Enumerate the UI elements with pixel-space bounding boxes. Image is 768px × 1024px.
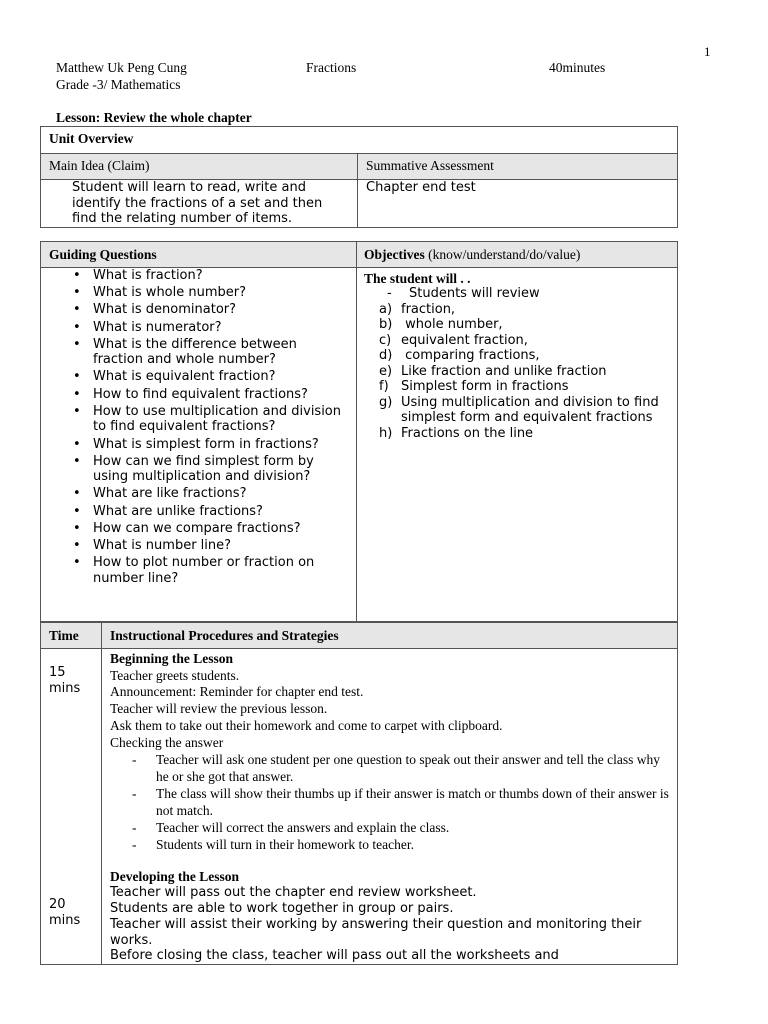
objective-marker: h) xyxy=(379,425,393,441)
grade-subject: Grade -3/ Mathematics xyxy=(56,77,181,92)
objective-item xyxy=(357,333,667,349)
objectives-header xyxy=(357,242,678,268)
objective-item xyxy=(357,379,667,395)
main-idea-text: Student will learn to read, write and identify the fractions of a set and then find the relating number of items. xyxy=(41,180,358,228)
beginning-dash-list xyxy=(110,751,669,853)
objectives-label: Objectives xyxy=(364,247,425,262)
question-item: • What is the difference between fraction and whole number? xyxy=(41,337,346,368)
procedures-cell xyxy=(102,649,678,965)
duration: 40minutes xyxy=(549,60,606,75)
summative-text: Chapter end test xyxy=(358,180,678,228)
objective-marker: b) xyxy=(379,317,393,332)
question-item: • How to find equivalent fractions? xyxy=(41,387,346,403)
objective-marker: c) xyxy=(379,332,392,348)
objective-marker: a) xyxy=(379,301,393,317)
time-developing: 20 mins xyxy=(49,897,81,928)
beginning-title: Beginning the Lesson xyxy=(110,651,234,666)
objective-text: Simplest form in fractions xyxy=(401,379,569,394)
developing-line: Teacher will assist their working by answering their question and monitoring their works. xyxy=(110,916,642,948)
unit-overview-table xyxy=(40,126,678,228)
objective-marker: f) xyxy=(379,379,389,394)
objective-text: whole number, xyxy=(401,317,503,332)
dash-item-text: Teacher will ask one student per one question to speak out their answer and tell the class why he or she got that answer. xyxy=(156,752,661,785)
beginning-line: Teacher greets students. xyxy=(110,667,240,683)
topic: Fractions xyxy=(306,60,357,75)
question-item: • What is number line? xyxy=(41,538,346,554)
objectives-dash-item xyxy=(357,286,667,302)
question-item: • What is denominator? xyxy=(41,302,346,318)
dash-item-text: Students will review xyxy=(409,286,540,301)
guiding-objectives-table xyxy=(40,241,678,622)
developing-line: Before closing the class, teacher will pass out all the worksheets and xyxy=(110,948,559,964)
developing-title: Developing the Lesson xyxy=(110,869,240,885)
objective-text: Fractions on the line xyxy=(401,425,534,441)
objective-item xyxy=(357,302,667,318)
dash-item: - The class will show their thumbs up if their answer is match or thumbs down of their answer is not match. xyxy=(132,786,669,819)
question-item: • What is simplest form in fractions? xyxy=(41,437,346,453)
dash-item-text: Students will turn in their homework to teacher. xyxy=(156,837,414,853)
objectives-list xyxy=(357,302,667,442)
question-item: • What is fraction? xyxy=(41,268,346,284)
objectives-cell xyxy=(357,268,678,622)
objective-text: Using multiplication and division to find simplest form and equivalent fractions xyxy=(401,394,659,425)
objective-marker: d) xyxy=(379,348,393,363)
beginning-line: Checking the answer xyxy=(110,734,224,750)
objective-text: fraction, xyxy=(401,301,456,317)
beginning-line: Ask them to take out their homework and come to carpet with clipboard. xyxy=(110,717,503,733)
dash-item: - Teacher will ask one student per one question to speak out their answer and tell the class why he or she got that answer. xyxy=(132,752,661,785)
main-idea-header: Main Idea (Claim) xyxy=(41,154,358,180)
page-number: 1 xyxy=(704,44,711,59)
objectives-qualifier: (know/understand/do/value) xyxy=(424,247,581,262)
objective-text: equivalent fraction, xyxy=(401,332,528,348)
question-item: • How can we find simplest form by using multiplication and division? xyxy=(41,454,346,485)
summative-header: Summative Assessment xyxy=(358,154,678,180)
question-item: • How can we compare fractions? xyxy=(41,521,346,537)
author-name: Matthew Uk Peng Cung xyxy=(56,60,187,75)
time-header: Time xyxy=(41,623,102,649)
question-item: • What are like fractions? xyxy=(41,486,346,502)
procedures-header: Instructional Procedures and Strategies xyxy=(102,623,678,649)
question-item: • What are unlike fractions? xyxy=(41,504,346,520)
objective-text: comparing fractions, xyxy=(401,348,540,363)
beginning-line: Announcement: Reminder for chapter end test. xyxy=(110,684,364,700)
question-item: • What is whole number? xyxy=(41,285,346,301)
dash-marker: - xyxy=(387,286,392,301)
objective-item xyxy=(357,395,667,426)
developing-section xyxy=(110,885,669,964)
objective-marker: e) xyxy=(379,363,393,379)
beginning-section xyxy=(110,651,669,853)
time-beginning: 15 mins xyxy=(49,665,81,696)
beginning-line: Teacher will review the previous lesson. xyxy=(110,701,328,717)
guiding-questions-list xyxy=(41,268,346,586)
dash-item-text: Teacher will correct the answers and explain the class. xyxy=(156,820,450,836)
question-item: • What is numerator? xyxy=(41,320,346,336)
question-item: • What is equivalent fraction? xyxy=(41,369,346,385)
question-item: • How to use multiplication and division to find equivalent fractions? xyxy=(41,404,346,435)
procedures-table xyxy=(40,622,678,965)
objective-item xyxy=(357,364,667,380)
objective-item xyxy=(357,426,667,442)
objective-text: Like fraction and unlike fraction xyxy=(401,363,607,379)
dash-item-text: The class will show their thumbs up if their answer is match or thumbs down of their answer is not match. xyxy=(156,786,669,819)
dash-item: - Students will turn in their homework to teacher. xyxy=(132,837,414,853)
developing-line: Teacher will pass out the chapter end review worksheet. xyxy=(110,885,477,901)
unit-overview-title: Unit Overview xyxy=(41,127,678,154)
lesson-title: Lesson: Review the whole chapter xyxy=(56,110,252,125)
time-cell xyxy=(41,649,102,965)
developing-line: Students are able to work together in group or pairs. xyxy=(110,901,454,917)
objective-item xyxy=(357,348,667,364)
guiding-questions-cell xyxy=(41,268,357,622)
objective-marker: g) xyxy=(379,394,393,410)
objectives-intro: The student will . . xyxy=(364,271,471,286)
question-item: • How to plot number or fraction on number line? xyxy=(41,555,346,586)
guiding-questions-header: Guiding Questions xyxy=(41,242,357,268)
objective-item xyxy=(357,317,667,333)
dash-item: - Teacher will correct the answers and explain the class. xyxy=(132,820,450,836)
